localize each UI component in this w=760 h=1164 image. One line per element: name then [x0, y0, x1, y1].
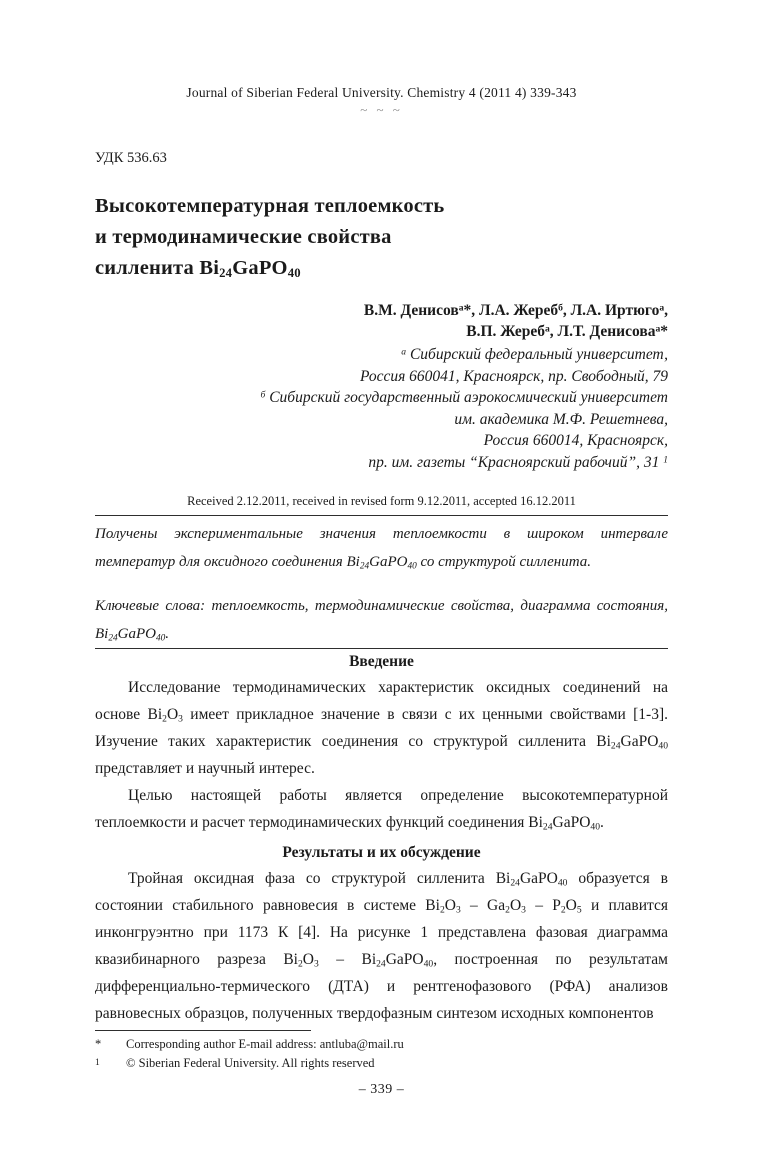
section-heading-introduction: Введение: [349, 653, 414, 670]
footnote-text: Corresponding author E-mail address: antluba@mail.ru: [126, 1037, 404, 1051]
abstract-text: Получены экспериментальные значения теплоемкости в широком интервале температур для оксидного соединения $Bi_{24}GaPO_{40}$ со структурой силленита.: [95, 526, 668, 572]
article-title-line: силленита $Bi_{24}GaPO_{40}$: [95, 257, 301, 281]
journal-header: Journal of Siberian Federal University. Chemistry 4 (2011 4) 339-343: [186, 85, 577, 100]
authors-line: В.П. Жереб$^а$, Л.Т. Денисова$^а$*: [466, 323, 668, 340]
article-title-line: Высокотемпературная теплоемкость: [95, 195, 445, 217]
udc-code: УДК 536.63: [95, 150, 167, 166]
affiliation-line: $^б$ Сибирский государственный аэрокосмический университет: [260, 389, 668, 406]
keywords-text: Ключевые слова: теплоемкость, термодинамические свойства, диаграмма состояния, $Bi_{24}GaPO_{40}$.: [95, 598, 668, 644]
affiliation-line: Россия 660041, Красноярск, пр. Свободный, 79: [359, 367, 668, 385]
article-title: [95, 191, 668, 284]
page-footer: [95, 1030, 668, 1098]
abstract-divider-bottom: [95, 648, 668, 649]
section-heading-results: Результаты и их обсуждение: [282, 844, 481, 861]
footnote-marker-asterisk: *: [95, 1037, 102, 1051]
footnote-divider: [95, 1030, 311, 1031]
authors-line: В.М. Денисов$^а$*, Л.А. Жереб$^б$, Л.А. Иртюго$^а$,: [363, 302, 668, 319]
paragraph-results-1: Тройная оксидная фаза со структурой силленита $Bi_{24}GaPO_{40}$ образуется в состоянии стабильного равновесия в системе $Bi_2O_3 - Ga_2O_3 - P_2O_5$ и плавится инконгруэнтно при 1173 К [4]. На рисунке 1 представлена фазовая диаграмма квазибинарного разреза $Bi_2O_3$ – $Bi_{24}GaPO_{40}$, построенная по результатам дифференциально-термического (ДТА) и рентгенофазового (РФА) анализов равновесных образцов, полученных твердофазным синтезом исходных компонентов: [95, 870, 669, 1022]
footnote-marker-one: 1: [95, 1058, 100, 1068]
affiliations-block: [95, 344, 668, 473]
article-page: [0, 84, 760, 1164]
tilde-separator: ~ ~ ~: [360, 102, 403, 117]
affiliation-line: пр. им. газеты “Красноярский рабочий”, 31 $^1$: [368, 453, 668, 471]
abstract-divider-top: [95, 515, 668, 516]
authors-block: [95, 300, 668, 342]
affiliation-line: Россия 660014, Красноярск,: [483, 432, 668, 449]
footnote-text: © Siberian Federal University. All rights reserved: [126, 1056, 375, 1070]
footnote-corresponding-author: [95, 1035, 668, 1054]
page-sheet: [0, 84, 760, 1164]
page-content: [0, 84, 760, 1027]
paragraph-intro-1: Исследование термодинамических характеристик оксидных соединений на основе $Bi_2O_3$ имеет прикладное значение в связи с их ценными свойствами [1-3]. Изучение таких характеристик соединения со структурой силленита $Bi_{24}GaPO_{40}$ представляет и научный интерес.: [95, 679, 668, 777]
received-dates: Received 2.12.2011, received in revised form 9.12.2011, accepted 16.12.2011: [187, 494, 576, 508]
article-title-line: и термодинамические свойства: [95, 226, 392, 248]
affiliation-line: $^а$ Сибирский федеральный университет,: [401, 346, 668, 363]
affiliation-line: им. академика М.Ф. Решетнева,: [454, 410, 668, 428]
paragraph-intro-2: Целью настоящей работы является определение высокотемпературной теплоемкости и расчет термодинамических функций соединения $Bi_{24}GaPO_{40}$.: [95, 787, 668, 833]
footnote-copyright: [95, 1054, 668, 1073]
page-number: – 339 –: [358, 1082, 405, 1097]
